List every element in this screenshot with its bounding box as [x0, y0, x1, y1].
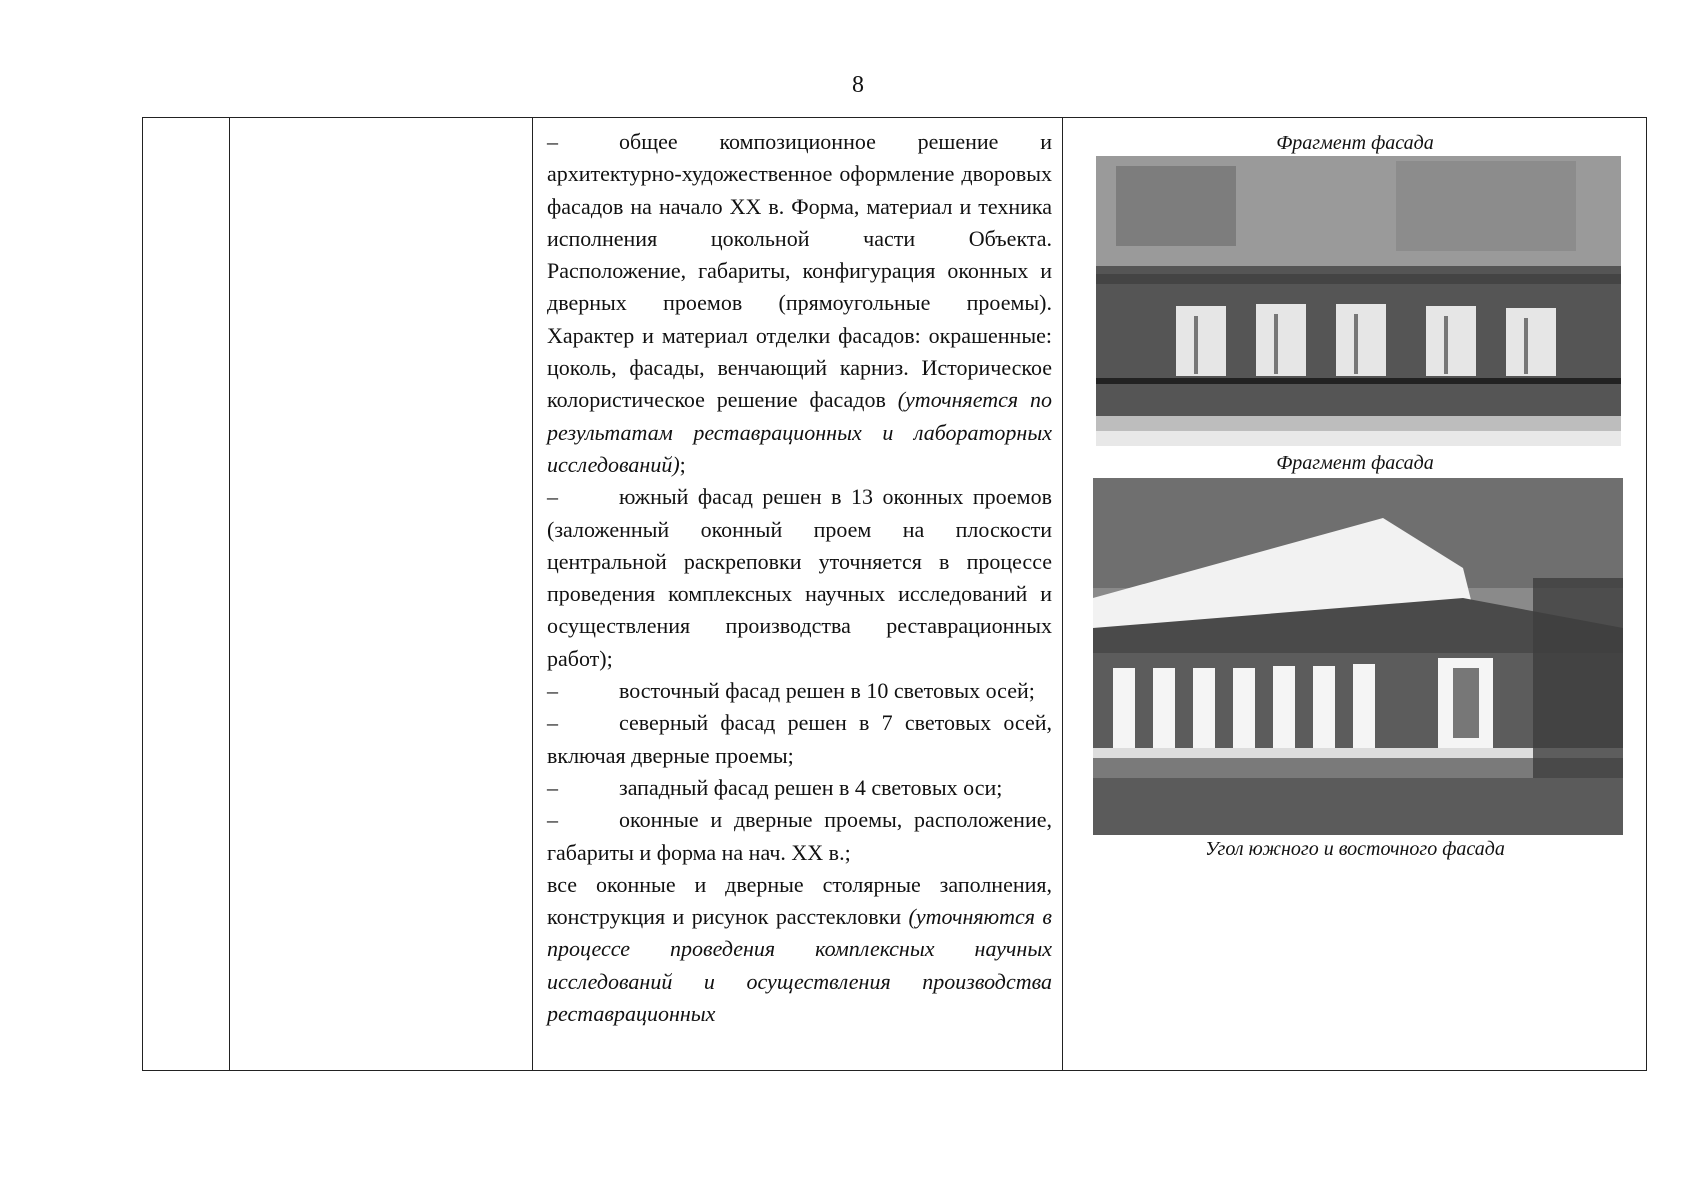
photo-cell: [1067, 118, 1643, 1070]
page-number: 8: [852, 72, 864, 98]
column-divider: [229, 118, 230, 1070]
paragraph-south-facade: – южный фасад решен в 13 оконных проемов (заложенный оконный проем на плоскости центральной раскреповки уточняется в процессе проведения комплексных научных исследований и осуществления производства реставрационных работ);: [547, 484, 1052, 671]
paragraph-east-facade: – восточный фасад решен в 10 световых осей;: [547, 678, 1035, 704]
facade-corner-photo: [1093, 478, 1623, 835]
facade-fragment-photo: [1096, 156, 1621, 446]
column-divider: [1062, 118, 1063, 1070]
paragraph-general: – общее композиционное решение и архитектурно-художественное оформление дворовых фасадов на начало XX в. Форма, материал и техника исполнения цокольной части Объекта. Расположение, габариты, конфигурация оконных и дверных проемов (прямоугольные проемы). Характер и материал отделки фасадов: окрашенные: цоколь, фасады, венчающий карниз. Историческое колористическое решение фасадов (уточняется по результатам реставрационных и лабораторных исследований);: [547, 129, 1052, 477]
description-cell: [547, 126, 1052, 1030]
photo-caption: Угол южного и восточного фасада: [1205, 838, 1505, 860]
photo-caption: Фрагмент фасада: [1276, 452, 1434, 474]
heritage-table: [142, 117, 1647, 1071]
column-divider: [532, 118, 533, 1070]
paragraph-joinery: все оконные и дверные столярные заполнения, конструкция и рисунок расстекловки (уточняются в процессе проведения комплексных научных исследований и осуществления производства реставрационных: [547, 871, 1052, 1027]
paragraph-west-facade: – западный фасад решен в 4 световых оси;: [547, 774, 1003, 800]
photo-caption: Фрагмент фасада: [1276, 132, 1434, 154]
paragraph-north-facade: – северный фасад решен в 7 световых осей, включая дверные проемы;: [547, 710, 1052, 768]
paragraph-openings: – оконные и дверные проемы, расположение, габариты и форма на нач. XX в.;: [547, 807, 1052, 865]
